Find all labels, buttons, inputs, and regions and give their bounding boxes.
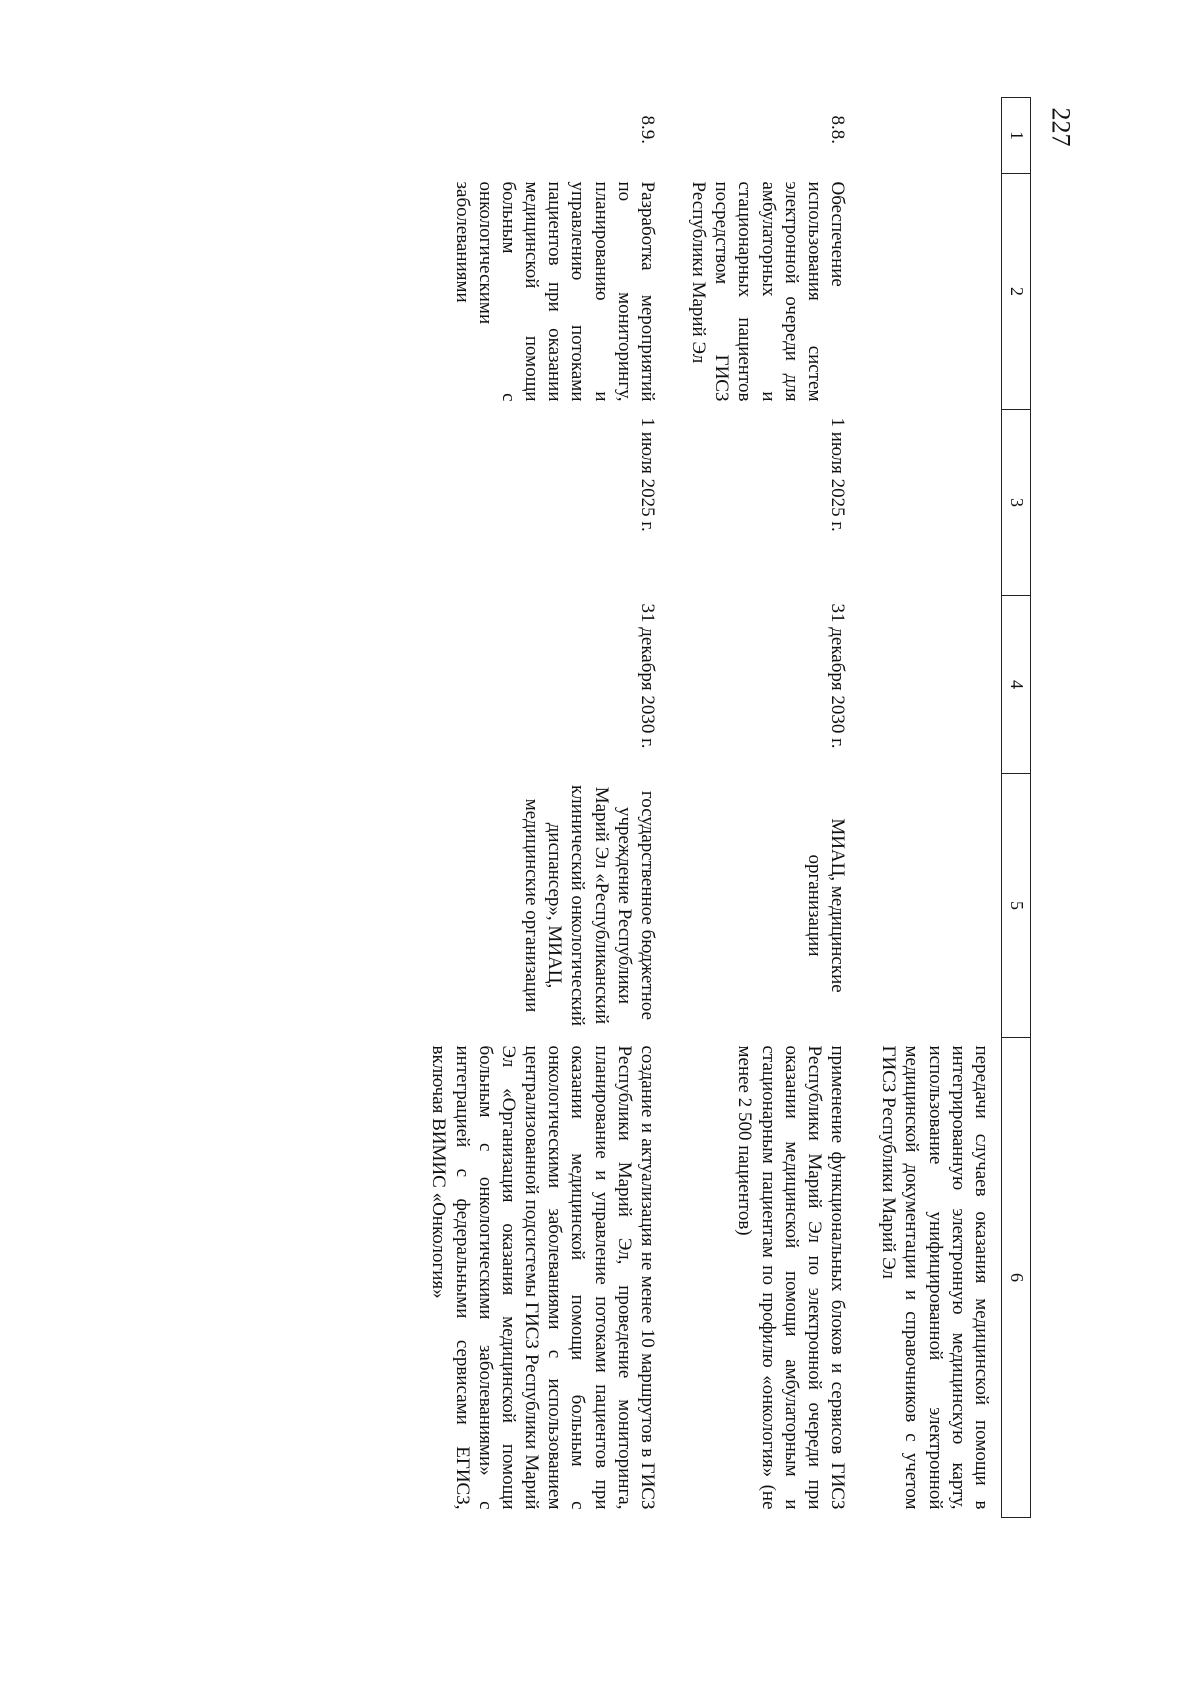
end-date-cell: 31 декабря 2030 г. <box>636 603 658 749</box>
header-col-3: 3 <box>1002 410 1031 596</box>
responsible-cell: государственное бюджетное учреждение Республики Марий Эл «Республиканский клинический онкологический диспансер», МИАЦ, медицинские организации <box>521 784 658 1027</box>
responsible-cell: МИАЦ, медицинские организации <box>803 818 849 993</box>
header-col-4: 4 <box>1002 596 1031 774</box>
activity-cell: Разработка мероприятий по мониторингу, планированию и управлению потоками пациентов при оказании медицинской помощи больным с онкологическими заболеваниями <box>451 181 658 402</box>
table-header <box>1002 98 1031 1518</box>
row-number: 8.9. <box>636 115 658 144</box>
rotated-table-sheet <box>171 97 1031 1517</box>
activity-cell: Обеспечение использования систем электронной очереди для амбулаторных и стационарных пациентов посредством ГИСЗ Республики Марий Эл <box>688 181 849 402</box>
result-cell: применение функциональных блоков и сервисов ГИСЗ Республики Марий Эл по электронной очереди при оказании медицинской помощи амбулаторным и стационарным пациентам по профилю «онкология» (не менее 2 500 пациентов) <box>734 1045 849 1510</box>
continued-result-cell: передачи случаев оказания медицинской помощи в интегрированную электронную медицинскую карту, использование унифицированной электронной медицинской документации и справочников с учетом ГИСЗ Республики Марий Эл <box>878 1045 992 1510</box>
header-col-5: 5 <box>1002 774 1031 1038</box>
table-row <box>665 98 855 1518</box>
header-col-2: 2 <box>1002 174 1031 410</box>
end-date-cell: 31 декабря 2030 г. <box>827 603 849 749</box>
row-number: 8.8. <box>827 115 849 144</box>
result-cell: создание и актуализация не менее 10 маршрутов в ГИСЗ Республики Марий Эл, проведение мониторинга, планирование и управление потоками пациентов при оказании медицинской помощи больным с онкологическими заболеваниями с использованием централизованной подсистемы ГИСЗ Республики Марий Эл «Организация оказания медицинской помощи больным с онкологическими заболеваниями» с интеграцией с федеральными сервисами ЕГИСЗ, включая ВИМИС «Онкология» <box>428 1045 658 1510</box>
page-number: 227 <box>1046 107 1076 147</box>
header-col-1: 1 <box>1002 98 1031 174</box>
table-row-continued <box>855 98 1001 1518</box>
header-col-6: 6 <box>1002 1038 1031 1518</box>
start-date-cell: 1 июля 2025 г. <box>827 417 849 532</box>
table-row <box>405 98 665 1518</box>
start-date-cell: 1 июля 2025 г. <box>636 417 658 532</box>
plan-table <box>405 97 1031 1518</box>
